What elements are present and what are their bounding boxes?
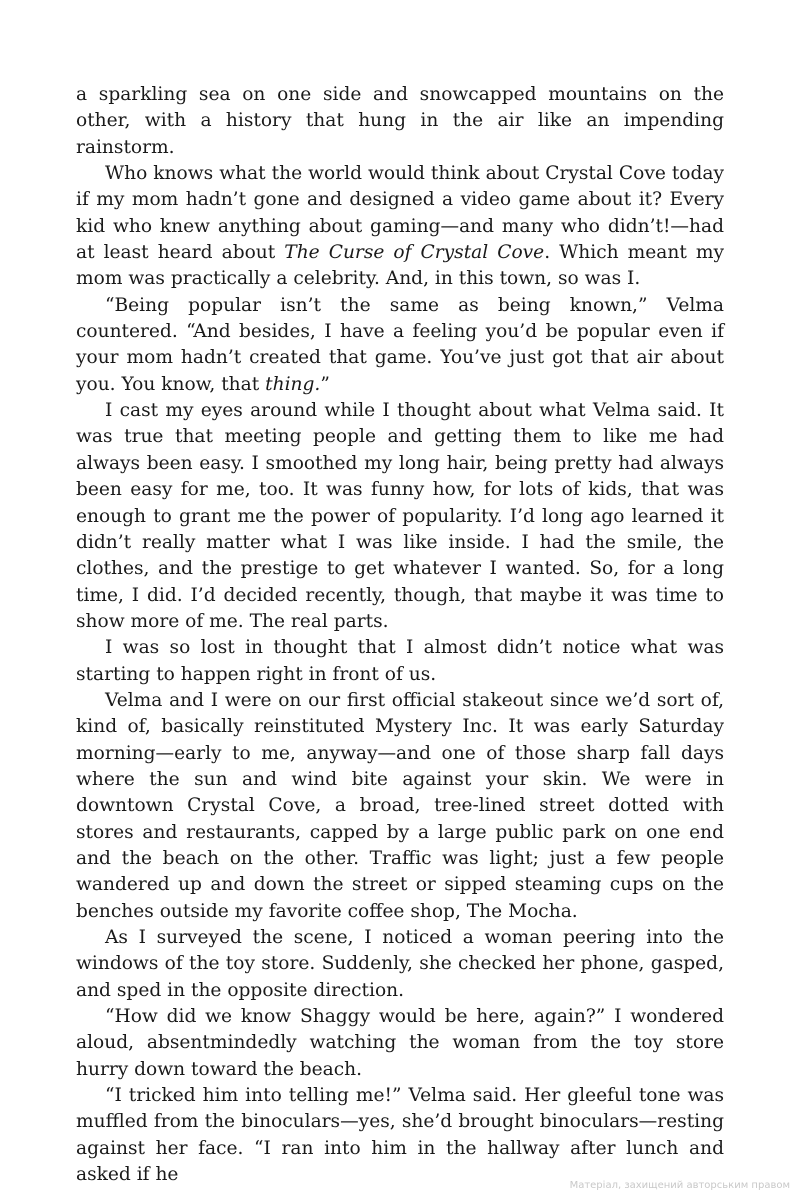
- paragraph-velma-popular: [76, 293, 724, 398]
- paragraph-lost-in-thought: I was so lost in thought that I almost didn’t notice what was starting to happen right in front of us.: [76, 637, 724, 685]
- paragraph-text: Who knows what the world would think about Crystal Cove today if my mom hadn’t gone and designed a video game about it? Every kid who knew anything about gaming—and many who didn’t!—had at least heard about: [76, 163, 724, 264]
- book-page-text: [76, 82, 724, 1188]
- paragraph-shaggy-question: “How did we know Shaggy would be here, again?” I wondered aloud, absentmindedly watching the woman from the toy store hurry down toward the beach.: [76, 1006, 724, 1080]
- paragraph-text: . Which meant my mom was practically a celebrity. And, in this town, so was I.: [76, 242, 724, 290]
- paragraph-velma-tricked: “I tricked him into telling me!” Velma said. Her gleeful tone was muffled from the binoculars—yes, she’d brought binoculars—resting against her face. “I ran into him in the hallway after lunch and asked if he: [76, 1085, 724, 1186]
- paragraph-cast-eyes: I cast my eyes around while I thought about what Velma said. It was true that meeting people and getting them to like me had always been easy. I smoothed my long hair, being pretty had always been easy for me, too. It was funny how, for lots of kids, that was enough to grant me the power of popularity. I’d long ago learned it didn’t really matter what I was like inside. I had the smile, the clothes, and the prestige to get whatever I wanted. So, for a long time, I did. I’d decided recently, though, that maybe it was time to show more of me. The real parts.: [76, 400, 724, 632]
- paragraph-toy-store: As I surveyed the scene, I noticed a woman peering into the windows of the toy store. Suddenly, she checked her phone, gasped, and sped in the opposite direction.: [76, 927, 724, 1001]
- paragraph-video-game: [76, 161, 724, 293]
- game-title: The Curse of Crystal Cove: [284, 242, 545, 264]
- copyright-watermark: Матеріал, захищений авторським правом: [569, 1180, 790, 1191]
- paragraph-continued: a sparkling sea on one side and snowcapped mountains on the other, with a history that hung in the air like an impending rainstorm.: [76, 84, 724, 158]
- paragraph-text: “Being popular isn’t the same as being known,” Velma countered. “And besides, I have a feeling you’d be popular even if your mom hadn’t created that game. You’ve just got that air about you. You know, that: [76, 294, 724, 395]
- emphasis-word: thing.: [265, 373, 321, 395]
- paragraph-stakeout: Velma and I were on our first official stakeout since we’d sort of, kind of, basically reinstituted Mystery Inc. It was early Saturday morning—early to me, anyway—and one of those sharp fall days where the sun and wind bite against your skin. We were in downtown Crystal Cove, a broad, tree-lined street dotted with stores and restaurants, capped by a large public park on one end and the beach on the other. Traffic was light; just a few people wandered up and down the street or sipped steaming cups on the benches outside my favorite coffee shop, The Mocha.: [76, 689, 724, 922]
- paragraph-text: ”: [320, 373, 330, 395]
